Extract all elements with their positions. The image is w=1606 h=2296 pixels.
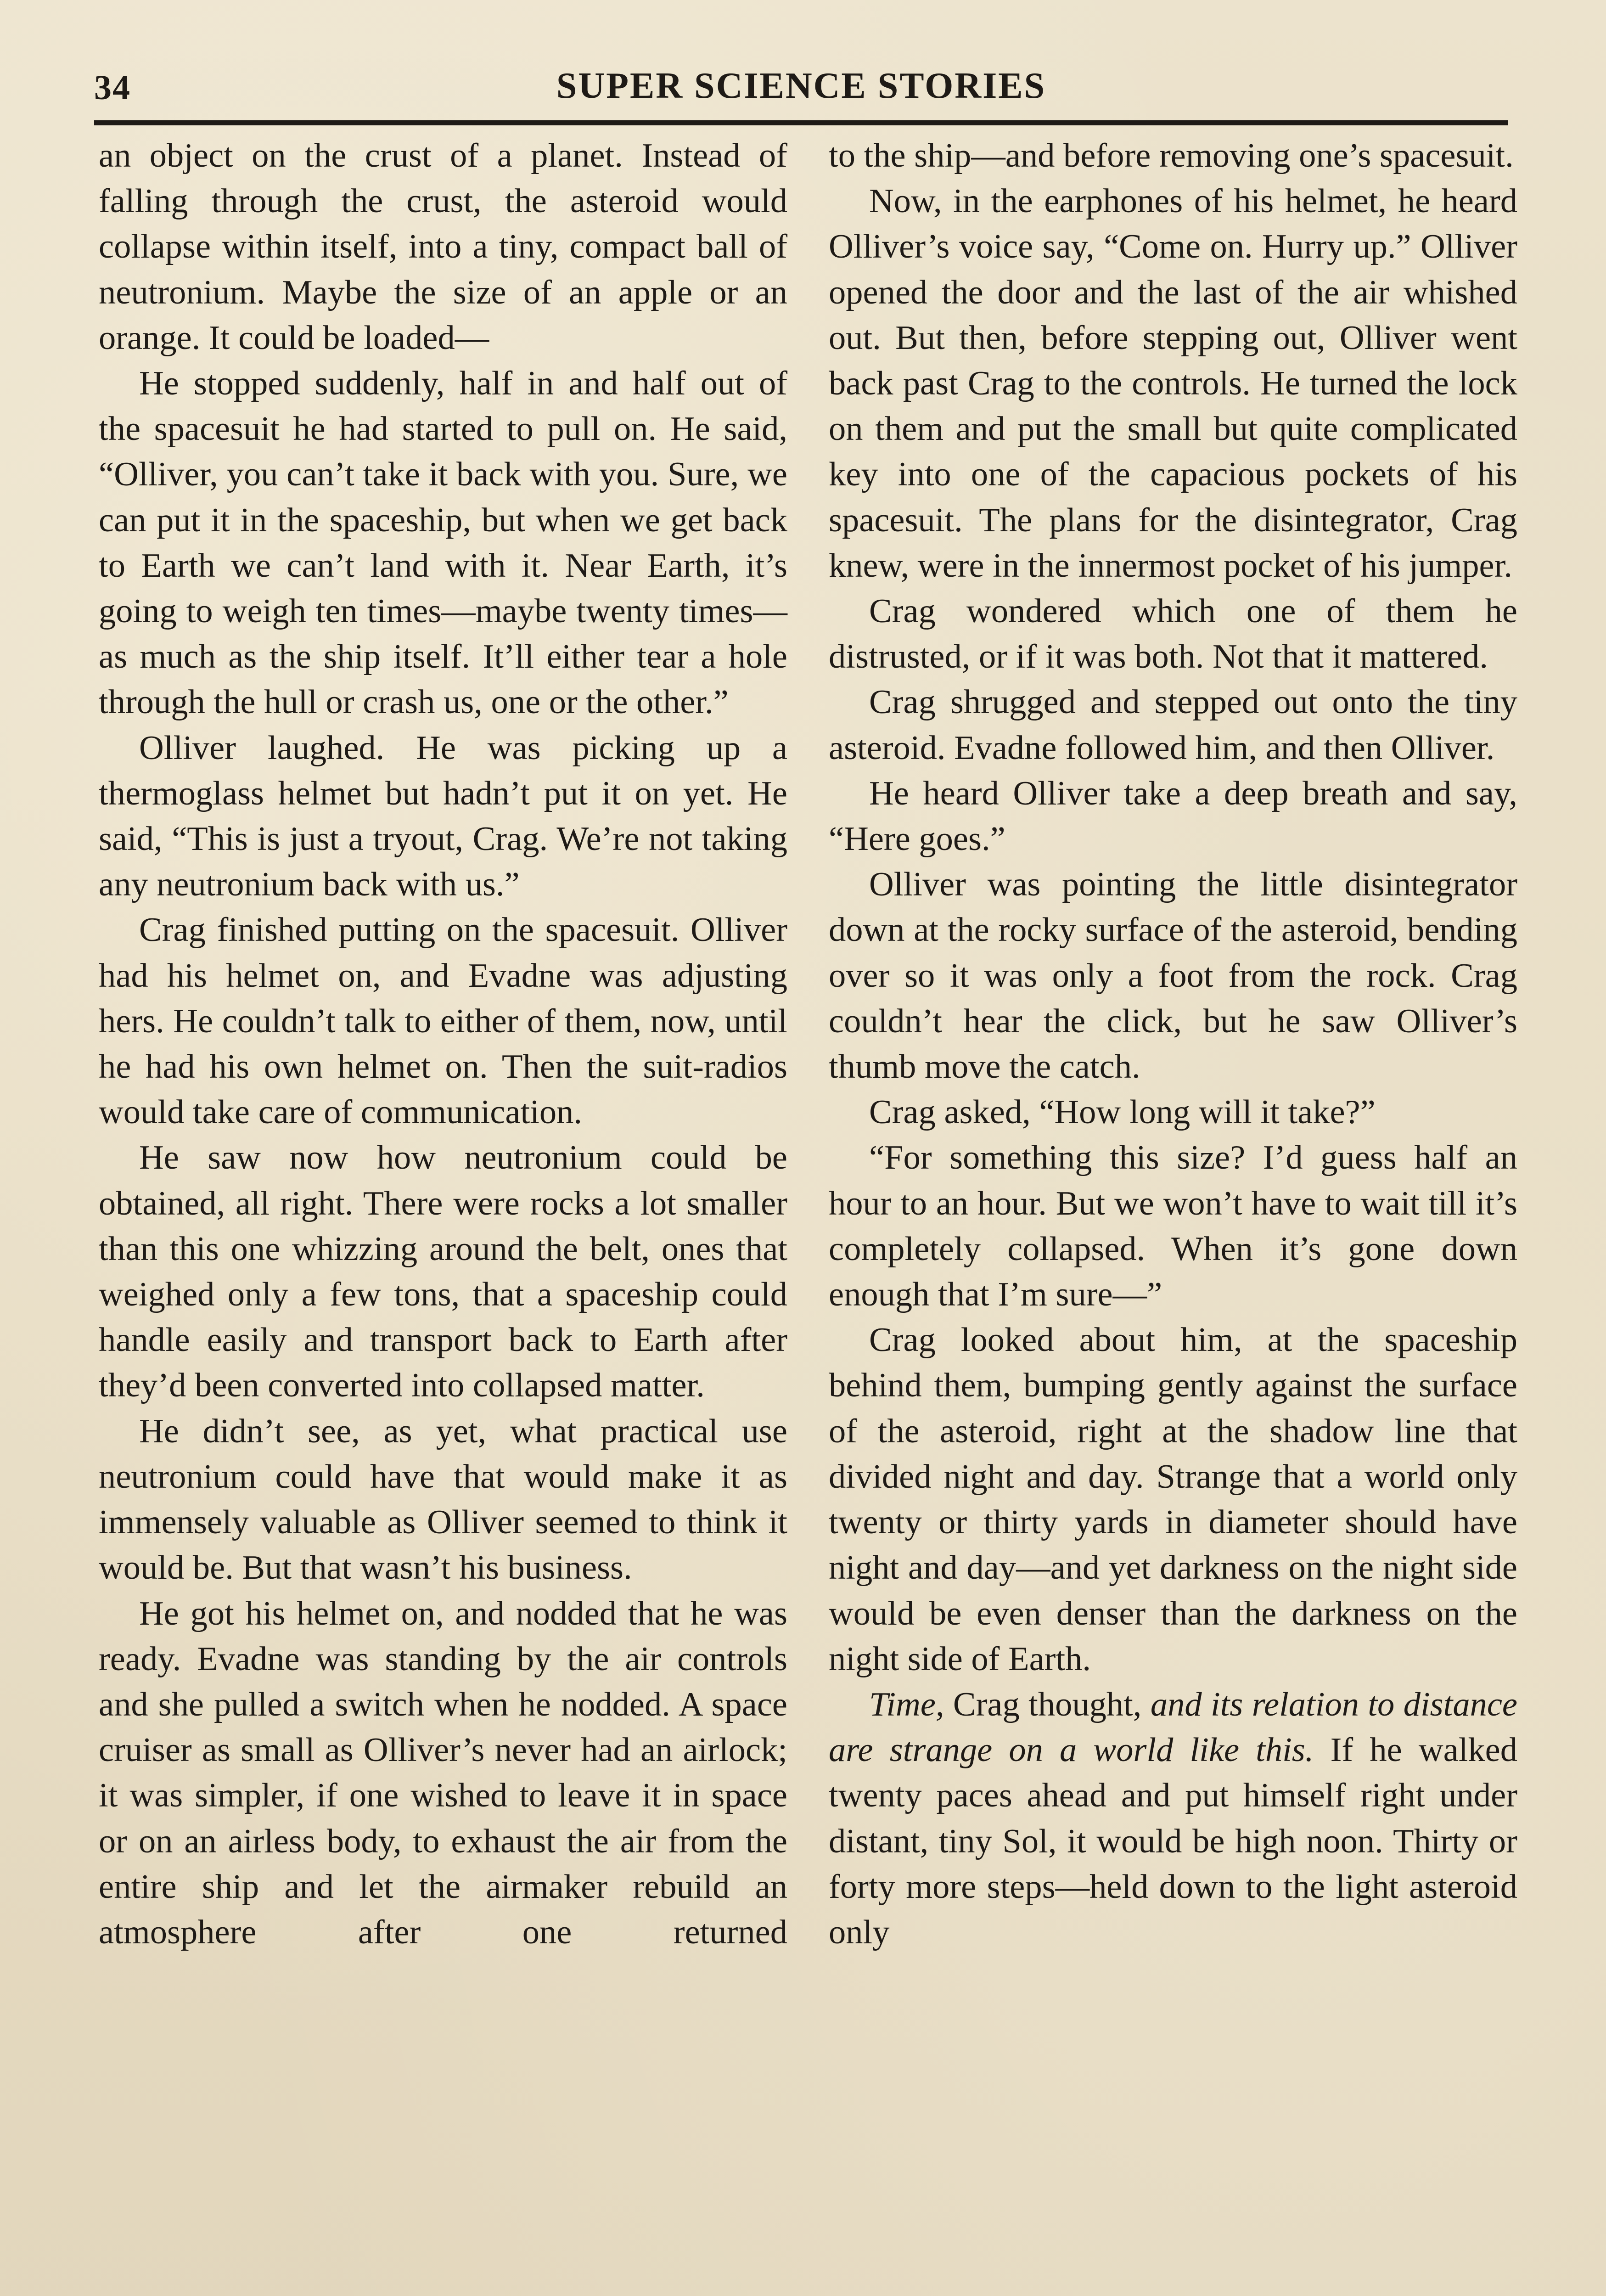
paragraph: an object on the crust of a planet. Instead of falling through the crust, the asteroid would collapse within itself, into a tiny, compact ball of neutronium. Maybe the size of an apple or an orange. It could be loaded— [99, 137, 787, 357]
page-header [94, 60, 1508, 110]
italic-text: and its relation to distance are strange on a world like this. [829, 1685, 1517, 1769]
paragraph: Now, in the earphones of his helmet, he heard Olliver’s voice say, “Come on. Hurry up.” Olliver opened the door and the last of the air whished out. But then, before stepping out, Olliver went back past Crag to the controls. He turned the lock on them and put the small but quite complicated key into one of the capacious pockets of his spacesuit. The plans for the disintegrator, Crag knew, were in the innermost pocket of his jumper. [829, 182, 1517, 585]
paragraph: “For something this size? I’d guess half an hour to an hour. But we won’t have to wait till it’s completely collapsed. When it’s gone down enough that I’m sure—” [829, 1139, 1517, 1314]
paragraph: Crag wondered which one of them he distrusted, or if it was both. Not that it mattered. [829, 592, 1517, 676]
paragraph: He stopped suddenly, half in and half out of the spacesuit he had started to pull on. He said, “Olliver, you can’t take it back with you. Sure, we can put it in the spaceship, but when we get back to Earth we can’t land with it. Near Earth, it’s going to weigh ten times—maybe twenty times—as much as the ship itself. It’ll either tear a hole through the hull or crash us, one or the other.” [99, 365, 787, 721]
left-column [99, 133, 787, 1955]
roman-text: If he walked twenty paces ahead and put himself right under distant, tiny Sol, it would be high noon. Thirty or forty more steps—held down to the light asteroid only [829, 1731, 1517, 1951]
paragraph: He didn’t see, as yet, what practical use neutronium could have that would make it as immensely valuable as Olliver seemed to think it would be. But that wasn’t his business. [99, 1412, 787, 1587]
roman-text: Crag thought, [944, 1685, 1151, 1723]
right-column [829, 133, 1517, 1955]
paragraph: He saw now how neutronium could be obtained, all right. There were rocks a lot smaller than this one whizzing around the belt, ones that weighed only a few tons, that a spaceship could handle easily and transport back to Earth after they’d been converted into collapsed matter. [99, 1139, 787, 1405]
paragraph: He got his helmet on, and nodded that he was ready. Evadne was standing by the air controls and she pulled a switch when he nodded. A space cruiser as small as Olliver’s never had an airlock; it was simpler, if one wished to leave it in space or on an airless body, to exhaust the air from the entire ship and let the airmaker rebuild an atmosphere after one returned [99, 1594, 787, 1951]
paragraph: Crag shrugged and stepped out onto the tiny asteroid. Evadne followed him, and then Olliver. [829, 683, 1517, 767]
header-rule [94, 120, 1508, 125]
italic-text: Time, [869, 1685, 944, 1723]
final-paragraph [829, 1682, 1517, 1955]
paragraph: Olliver laughed. He was picking up a thermoglass helmet but hadn’t put it on yet. He said, “This is just a tryout, Crag. We’re not taking any neutronium back with us.” [99, 729, 787, 904]
paragraph: Crag asked, “How long will it take?” [869, 1093, 1376, 1131]
paragraph: to the ship—and before removing one’s spacesuit. [829, 137, 1514, 174]
paragraph: Crag finished putting on the spacesuit. Olliver had his helmet on, and Evadne was adjusting hers. He couldn’t talk to either of them, now, until he had his own helmet on. Then the suit-radios would take care of communication. [99, 911, 787, 1131]
page-number: 34 [94, 68, 131, 107]
paragraph: Olliver was pointing the little disintegrator down at the rocky surface of the asteroid, bending over so it was only a foot from the rock. Crag couldn’t hear the click, but he saw Olliver’s thumb move the catch. [829, 866, 1517, 1086]
paragraph: Crag looked about him, at the spaceship behind them, bumping gently against the surface of the asteroid, right at the shadow line that divided night and day. Strange that a world only twenty or thirty yards in diameter should have night and day—and yet darkness on the night side would be even denser than the darkness on the night side of Earth. [829, 1321, 1517, 1678]
running-title: SUPER SCIENCE STORIES [556, 66, 1046, 106]
paragraph: He heard Olliver take a deep breath and say, “Here goes.” [829, 774, 1517, 858]
